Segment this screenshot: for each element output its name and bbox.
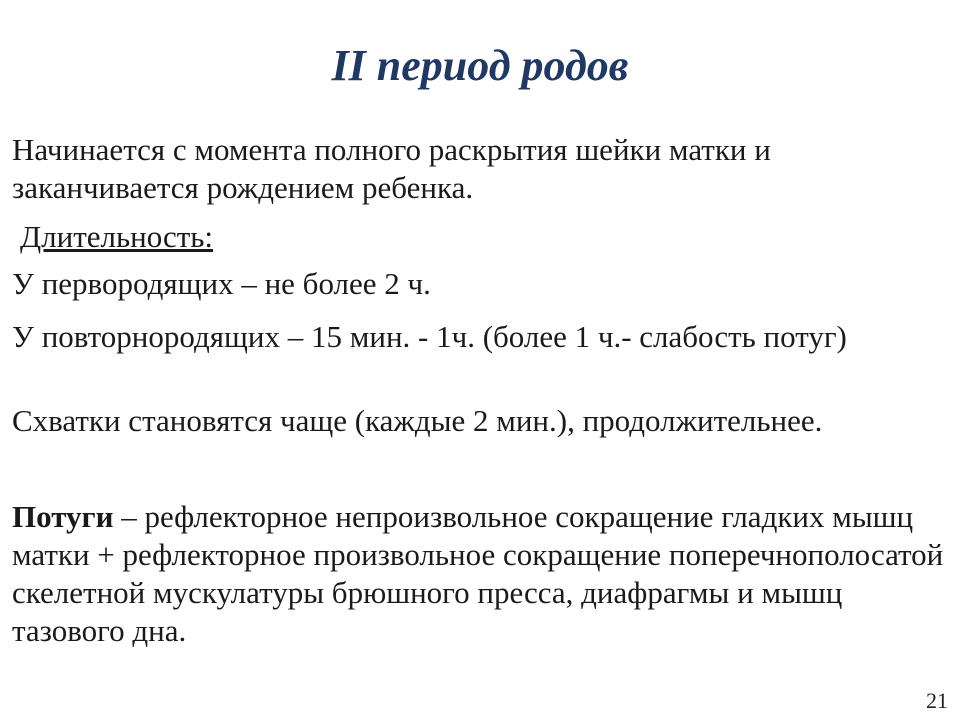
slide-number: 21 xyxy=(926,688,948,713)
contractions-paragraph: Схватки становятся чаще (каждые 2 мин.), продолжительнее. xyxy=(12,403,823,438)
pushing-definition: – рефлекторное непроизвольное сокращение гладких мышц матки + рефлекторное произвольное сокращение поперечнополосатой скелетной мускулатуры брюшного пресса, диафрагмы и мышц тазового дна. xyxy=(12,499,944,648)
duration-label: Длительность: xyxy=(20,219,214,254)
multiparous-duration: У повторнородящих – 15 мин. - 1ч. (более 1 ч.- слабость потуг) xyxy=(12,319,847,354)
primiparous-duration: У первородящих – не более 2 ч. xyxy=(12,266,431,301)
pushing-paragraph xyxy=(12,498,952,650)
pushing-term: Потуги xyxy=(12,499,114,534)
slide-title: II период родов xyxy=(331,41,629,90)
intro-paragraph: Начинается с момента полного раскрытия шейки матки и заканчивается рождением ребенка. xyxy=(12,132,771,205)
